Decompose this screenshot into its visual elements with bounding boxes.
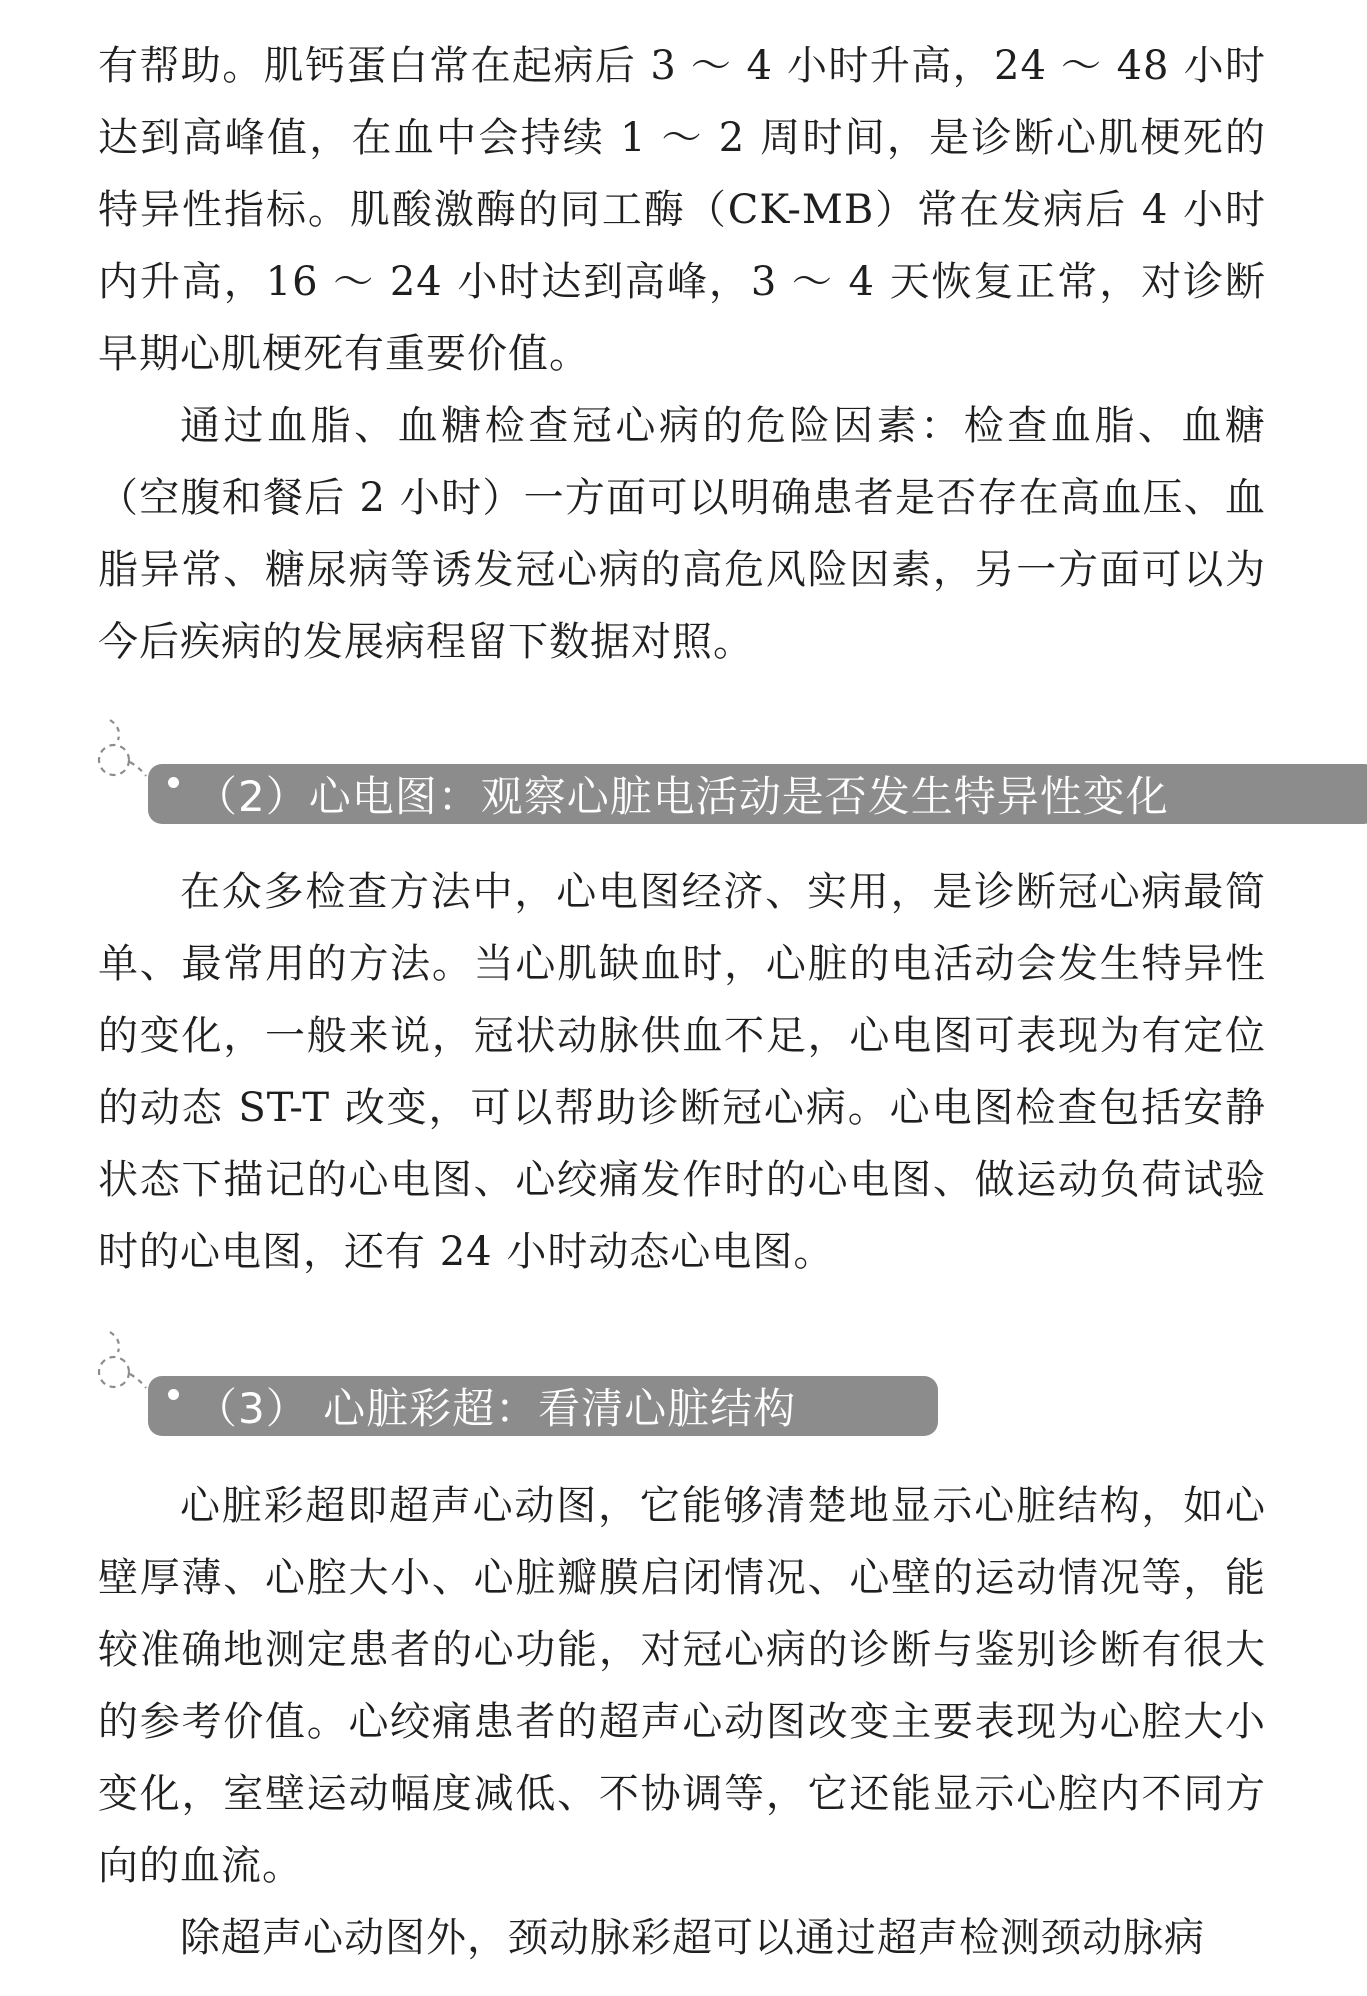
bullet-dot-icon xyxy=(168,777,179,788)
dashed-circle-decoration-icon xyxy=(92,714,152,794)
paragraph-troponin: 有帮助。肌钙蛋白常在起病后 3 ～ 4 小时升高，24 ～ 48 小时达到高峰值，在血中会持续 1 ～ 2 周时间，是诊断心肌梗死的特异性指标。肌酸激酶的同工酶（CK-MB）常在发病后 4 小时内升高，16 ～ 24 小时达到高峰，3 ～ 4 天恢复正常，对诊断早期心肌梗死有重要价值。 xyxy=(98,43,1266,377)
paragraph-ecg: 在众多检查方法中，心电图经济、实用，是诊断冠心病最简单、最常用的方法。当心肌缺血时，心脏的电活动会发生特异性的变化，一般来说，冠状动脉供血不足，心电图可表现为有定位的动态 ST-T 改变，可以帮助诊断冠心病。心电图检查包括安静状态下描记的心电图、心绞痛发作时的心电图、做运动负荷试验时的心电图，还有 24 小时动态心电图。 xyxy=(98,869,1266,1275)
section-heading-echo xyxy=(98,1318,1266,1458)
paragraph-blood-lipid: 通过血脂、血糖检查冠心病的危险因素：检查血脂、血糖（空腹和餐后 2 小时）一方面可以明确患者是否存在高血压、血脂异常、糖尿病等诱发冠心病的高危风险因素，另一方面可以为今后疾病的发展病程留下数据对照。 xyxy=(98,403,1266,665)
heading-text-ecg: （2）心电图：观察心脏电活动是否发生特异性变化 xyxy=(195,772,1169,821)
heading-text-echo: （3） 心脏彩超：看清心脏结构 xyxy=(195,1384,797,1433)
section-heading-ecg xyxy=(98,706,1266,846)
heading-bar-ecg xyxy=(148,764,1367,824)
paragraph-echocardiogram: 心脏彩超即超声心动图，它能够清楚地显示心脏结构，如心壁厚薄、心腔大小、心脏瓣膜启闭情况、心壁的运动情况等，能较准确地测定患者的心功能，对冠心病的诊断与鉴别诊断有很大的参考价值。心绞痛患者的超声心动图改变主要表现为心腔大小变化，室壁运动幅度减低、不协调等，它还能显示心腔内不同方向的血流。 xyxy=(98,1483,1266,1889)
heading-bar-echo xyxy=(148,1376,938,1436)
document-page xyxy=(98,30,1266,1974)
paragraph-carotid: 除超声心动图外，颈动脉彩超可以通过超声检测颈动脉病 xyxy=(180,1915,1205,1961)
dashed-circle-decoration-icon xyxy=(92,1326,152,1406)
bullet-dot-icon xyxy=(168,1389,179,1400)
